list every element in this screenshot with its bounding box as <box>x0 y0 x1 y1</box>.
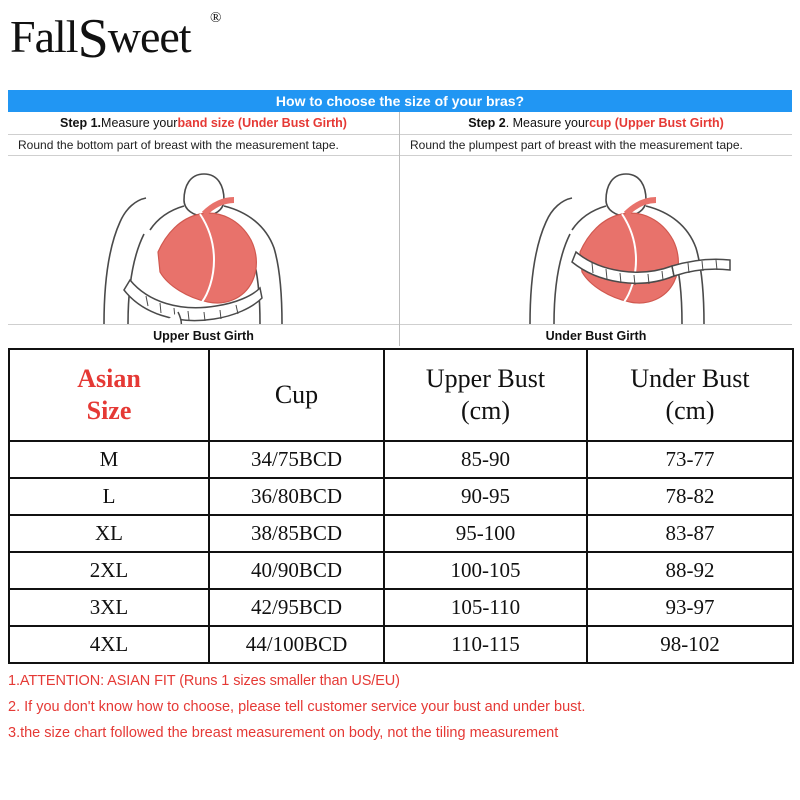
registered-trademark-symbol: ® <box>210 10 222 26</box>
cell-upper-bust: 100-105 <box>384 552 587 589</box>
table-row <box>9 478 793 515</box>
size-table-head <box>9 349 793 441</box>
cell-upper-bust: 95-100 <box>384 515 587 552</box>
page-title: How to choose the size of your bras? <box>8 90 792 112</box>
brand-name-part3: weet <box>107 11 191 62</box>
step-2-figure-caption: Under Bust Girth <box>400 324 792 346</box>
cell-upper-bust: 105-110 <box>384 589 587 626</box>
cell-cup: 36/80BCD <box>209 478 384 515</box>
cell-under-bust: 88-92 <box>587 552 793 589</box>
table-row <box>9 515 793 552</box>
step-2-instruction: Round the plumpest part of breast with the measurement tape. <box>400 134 792 156</box>
cell-under-bust: 73-77 <box>587 441 793 478</box>
cell-cup: 38/85BCD <box>209 515 384 552</box>
brand-name-part1: Fall <box>10 11 78 62</box>
header-asian-size-line1: Asian <box>77 363 141 393</box>
step-1-column <box>8 112 400 346</box>
step-1-label: Step 1. <box>60 116 102 130</box>
table-row <box>9 589 793 626</box>
steps-panel <box>8 112 792 346</box>
step-2-label: Step 2 <box>468 116 506 130</box>
step-1-instruction: Round the bottom part of breast with the measurement tape. <box>8 134 399 156</box>
cell-under-bust: 78-82 <box>587 478 793 515</box>
step-2-heading <box>400 112 792 134</box>
cell-size: XL <box>9 515 209 552</box>
header-upper-bust-line2: (cm) <box>460 396 511 425</box>
note-customer-service: 2. If you don't know how to choose, please tell customer service your bust and under bust. <box>8 699 586 715</box>
header-upper-bust <box>384 349 587 441</box>
note-attention: 1.ATTENTION: ASIAN FIT (Runs 1 sizes smaller than US/EU) <box>8 673 400 689</box>
cell-size: M <box>9 441 209 478</box>
header-cup-line1: Cup <box>274 379 319 409</box>
header-cup <box>209 349 384 441</box>
header-upper-bust-line1: Upper Bust <box>425 363 546 393</box>
cell-size: L <box>9 478 209 515</box>
step-2-column <box>400 112 792 346</box>
cell-under-bust: 98-102 <box>587 626 793 663</box>
size-table-wrapper <box>8 348 792 664</box>
step-1-heading-plain: Measure your <box>101 116 178 130</box>
cell-cup: 34/75BCD <box>209 441 384 478</box>
header-under-bust <box>587 349 793 441</box>
cell-upper-bust: 110-115 <box>384 626 587 663</box>
brand-logo <box>10 6 222 80</box>
cell-upper-bust: 90-95 <box>384 478 587 515</box>
step-2-heading-accent: cup (Upper Bust Girth) <box>589 116 724 130</box>
brand-logo-text <box>10 6 191 70</box>
bra-measure-upperbust-figure <box>400 156 792 324</box>
cell-under-bust: 83-87 <box>587 515 793 552</box>
notes-section <box>8 668 796 746</box>
step-1-heading-accent: band size (Under Bust Girth) <box>177 116 347 130</box>
step-2-illustration <box>400 156 792 324</box>
table-row <box>9 626 793 663</box>
step-1-illustration <box>8 156 399 324</box>
header-under-bust-line1: Under Bust <box>630 363 750 393</box>
table-header-row <box>9 349 793 441</box>
step-1-figure-caption: Upper Bust Girth <box>8 324 399 346</box>
cell-cup: 42/95BCD <box>209 589 384 626</box>
note-measurement-method: 3.the size chart followed the breast measurement on body, not the tiling measurement <box>8 725 559 741</box>
cell-cup: 44/100BCD <box>209 626 384 663</box>
step-1-heading <box>8 112 399 134</box>
cell-size: 3XL <box>9 589 209 626</box>
table-row <box>9 441 793 478</box>
cell-size: 4XL <box>9 626 209 663</box>
table-row <box>9 552 793 589</box>
step-2-heading-plain: . Measure your <box>505 116 590 130</box>
header-asian-size-line2: Size <box>86 396 132 425</box>
cell-upper-bust: 85-90 <box>384 441 587 478</box>
cell-size: 2XL <box>9 552 209 589</box>
bra-measure-underbust-figure <box>8 156 399 324</box>
size-table <box>8 348 794 664</box>
header-asian-size <box>9 349 209 441</box>
size-table-body <box>9 441 793 663</box>
cell-under-bust: 93-97 <box>587 589 793 626</box>
brand-name-part2: S <box>77 8 108 70</box>
cell-cup: 40/90BCD <box>209 552 384 589</box>
header-under-bust-line2: (cm) <box>665 396 715 425</box>
